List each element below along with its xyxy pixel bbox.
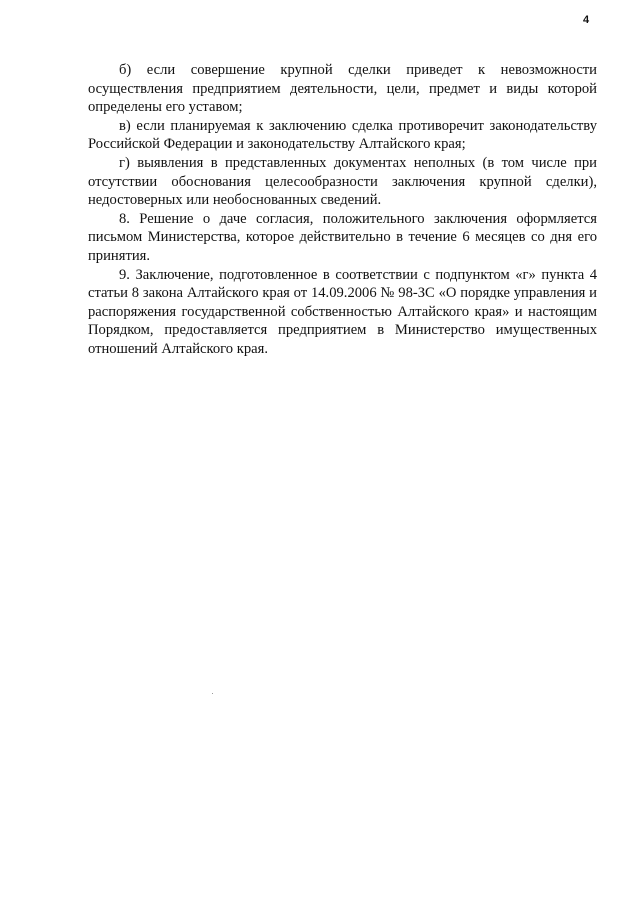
paragraph-8: 8. Решение о даче согласия, положительного заключения оформляется письмом Министерства, которое действительно в течение 6 месяцев со дня его принятия. [88,210,597,264]
paragraph-9: 9. Заключение, подготовленное в соответствии с подпунктом «г» пункта 4 статьи 8 закона Алтайского края от 14.09.2006 № 98-ЗС «О порядке управления и распоряжения государственной собственностью Алтайского края» и настоящим Порядком, предоставляется предприятием в Министерство имущественных отношений Алтайского края. [88,266,597,357]
document-body [88,61,597,359]
paragraph-item-b: б) если совершение крупной сделки приведет к невозможности осуществления предприятием деятельности, цели, предмет и виды которой определены его уставом; [88,62,597,116]
page-number: 4 [583,14,590,26]
paragraph-item-g: г) выявления в представленных документах неполных (в том числе при отсутствии обоснования целесообразности заключения крупной сделки), недостоверных или необоснованных сведений. [88,154,597,209]
scan-speck [212,693,213,694]
paragraph-item-v: в) если планируемая к заключению сделка противоречит законодательству Российской Федерации и законодательству Алтайского края; [88,117,597,153]
